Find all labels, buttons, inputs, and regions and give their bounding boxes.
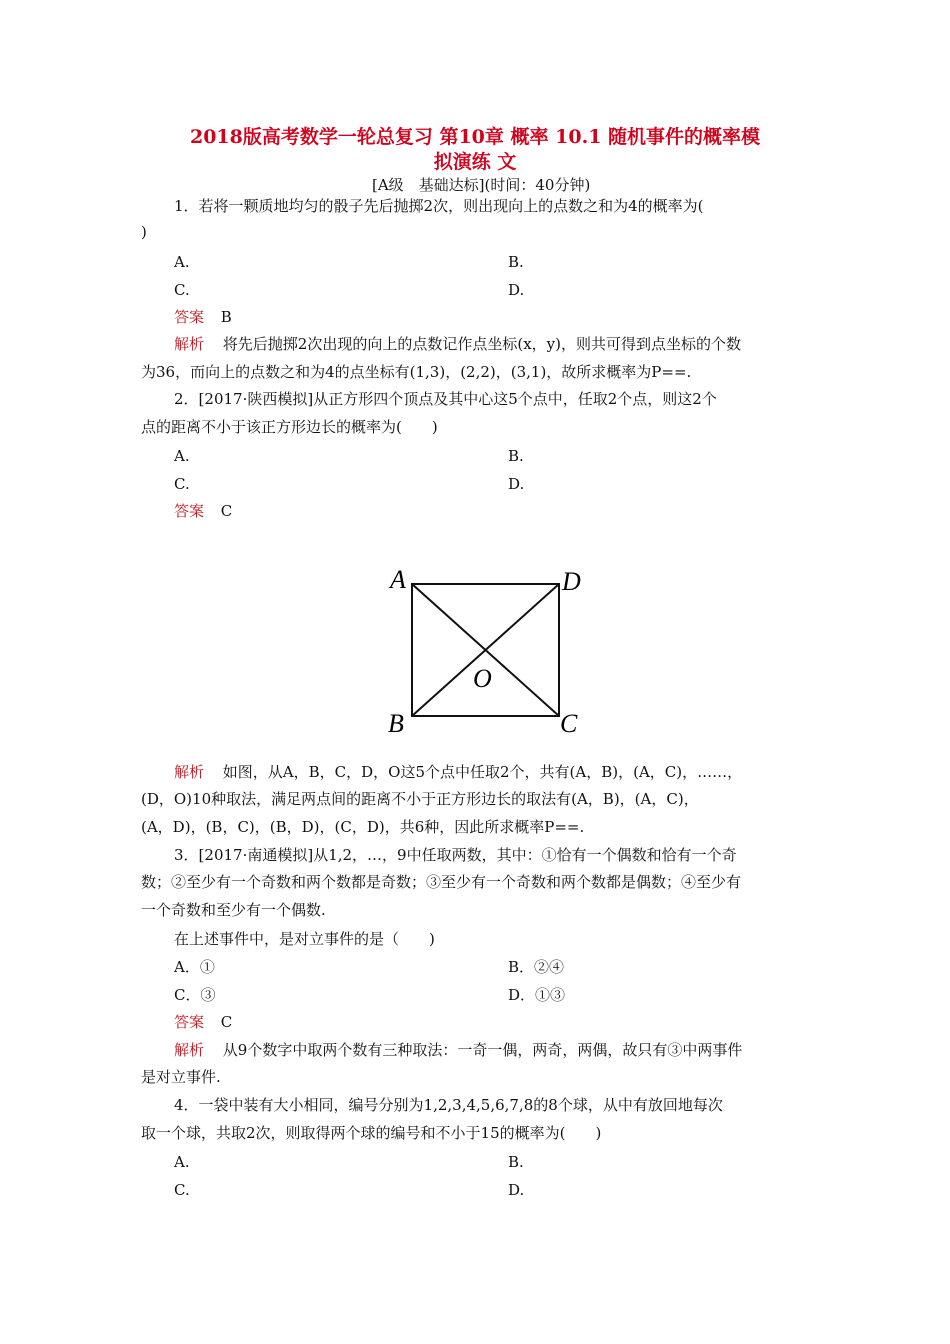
q1-analysis-line-2: 为36，而向上的点数之和为4的点坐标有(1,3)，(2,2)，(3,1)，故所求概率为P==. xyxy=(141,363,692,381)
q2-answer-value: C xyxy=(220,502,233,520)
q3-answer-row xyxy=(174,1012,232,1032)
q2-analysis-line-3: (A，D)，(B，C)，(B，D)，(C，D)，共6种，因此所求概率P==. xyxy=(141,818,585,836)
q3-stem-line-2: 数；②至少有一个奇数和两个数都是奇数；③至少有一个奇数和两个数都是偶数；④至少有 xyxy=(141,873,742,891)
q3-analysis-line-2: 是对立事件. xyxy=(141,1068,221,1086)
q2-stem-line-2: 点的距离不小于该正方形边长的概率为( ) xyxy=(141,418,438,436)
q3-analysis-line-1 xyxy=(174,1040,742,1060)
q3-answer-value: C xyxy=(220,1013,233,1031)
q1-stem-line-2: ) xyxy=(141,223,147,241)
q3-option-b: B．②④ xyxy=(508,958,565,976)
answer-label: 答案 xyxy=(174,1013,205,1031)
q2-option-b: B. xyxy=(508,447,524,465)
q4-option-c: C. xyxy=(174,1181,190,1199)
vertex-label-b: B xyxy=(388,709,404,738)
analysis-label: 解析 xyxy=(174,1041,205,1059)
q4-stem-line-2: 取一个球，共取2次，则取得两个球的编号和不小于15的概率为( ) xyxy=(141,1124,602,1142)
q1-answer-row xyxy=(174,307,232,327)
analysis-label: 解析 xyxy=(174,763,205,781)
square-diagram xyxy=(372,550,610,750)
q4-option-b: B. xyxy=(508,1153,524,1171)
q3-stem-line-4: 在上述事件中，是对立事件的是（ ) xyxy=(174,930,435,948)
q1-analysis-line-1 xyxy=(174,334,741,354)
q2-analysis-line-1 xyxy=(174,762,742,782)
answer-label: 答案 xyxy=(174,308,205,326)
q3-option-c: C．③ xyxy=(174,986,216,1004)
vertex-label-a: A xyxy=(390,565,406,594)
vertex-label-d: D xyxy=(562,567,581,596)
q2-option-d: D. xyxy=(508,475,525,493)
q1-option-d: D. xyxy=(508,281,525,299)
analysis-label: 解析 xyxy=(174,335,205,353)
center-label-o: O xyxy=(473,664,492,693)
vertex-label-c: C xyxy=(560,709,578,738)
q1-option-c: C. xyxy=(174,281,190,299)
q1-option-b: B. xyxy=(508,253,524,271)
q1-analysis-text-1: 将先后抛掷2次出现的向上的点数记作点坐标(x，y)，则共可得到点坐标的个数 xyxy=(222,335,741,353)
q2-option-c: C. xyxy=(174,475,190,493)
q3-option-d: D．①③ xyxy=(508,986,566,1004)
q1-option-a: A. xyxy=(174,253,190,271)
q2-option-a: A. xyxy=(174,447,190,465)
q3-option-a: A．① xyxy=(174,958,215,976)
q2-stem-line-1: 2．[2017·陕西模拟]从正方形四个顶点及其中心这5个点中，任取2个点，则这2个 xyxy=(174,390,717,408)
q1-stem-line-1: 1．若将一颗质地均匀的骰子先后抛掷2次，则出现向上的点数之和为4的概率为( xyxy=(174,197,704,215)
answer-label: 答案 xyxy=(174,502,205,520)
q4-stem-line-1: 4．一袋中装有大小相同，编号分别为1,2,3,4,5,6,7,8的8个球，从中有放回地每次 xyxy=(174,1096,723,1114)
q3-stem-line-1: 3．[2017·南通模拟]从1,2，…，9中任取两数，其中：①恰有一个偶数和恰有一个奇 xyxy=(174,846,737,864)
document-title-line-1: 2018版高考数学一轮总复习 第10章 概率 10.1 随机事件的概率模 xyxy=(189,126,761,148)
q2-answer-row xyxy=(174,501,232,521)
q2-analysis-line-2: (D，O)10种取法，满足两点间的距离不小于正方形边长的取法有(A，B)，(A，C)， xyxy=(141,790,699,808)
q3-stem-line-3: 一个奇数和至少有一个偶数. xyxy=(141,901,326,919)
q4-option-a: A. xyxy=(174,1153,190,1171)
section-subtitle: [A级 基础达标](时间：40分钟) xyxy=(372,176,591,194)
square-diagram-svg xyxy=(372,550,610,750)
document-title-line-2: 拟演练 文 xyxy=(433,151,517,173)
q2-analysis-text-1: 如图，从A，B，C，D，O这5个点中任取2个，共有(A，B)，(A，C)，……， xyxy=(222,763,743,781)
q3-analysis-text-1: 从9个数字中取两个数有三种取法：一奇一偶，两奇，两偶，故只有③中两事件 xyxy=(222,1041,743,1059)
q1-answer-value: B xyxy=(220,308,232,326)
q4-option-d: D. xyxy=(508,1181,525,1199)
